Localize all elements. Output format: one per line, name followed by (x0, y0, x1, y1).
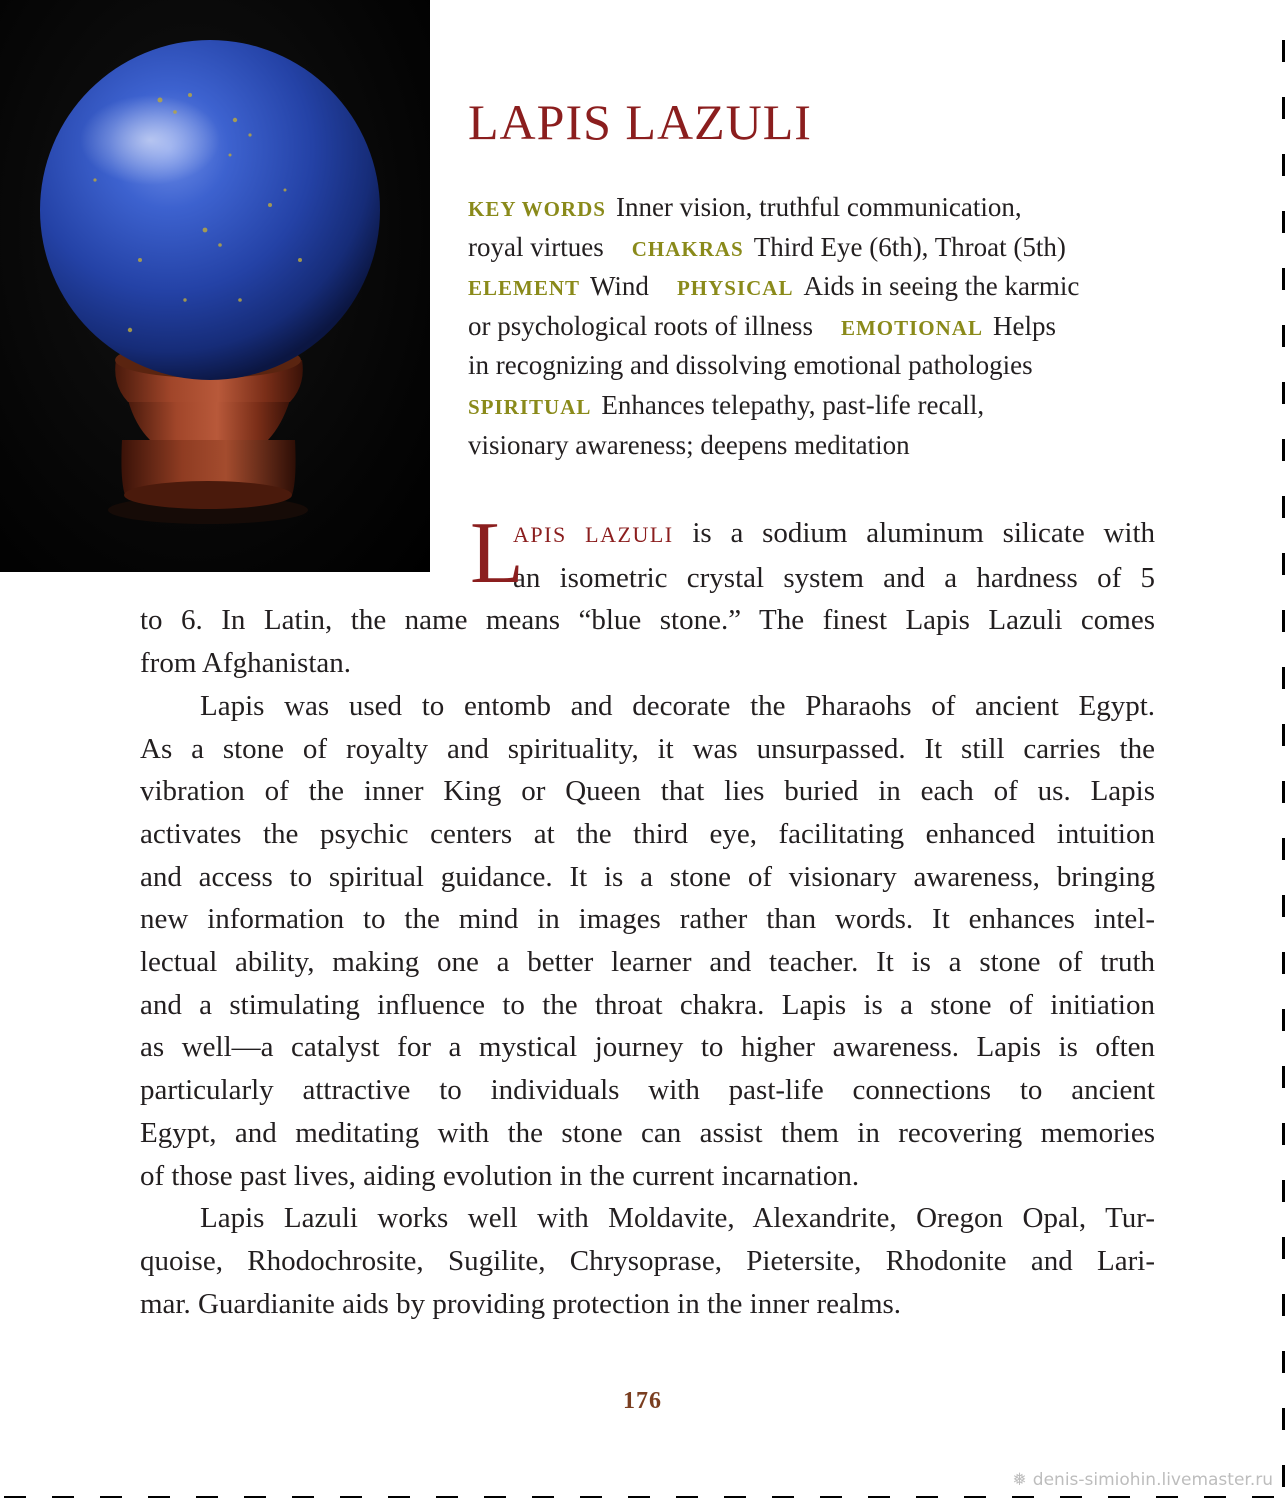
edge-mark (532, 1496, 554, 1498)
edge-mark (1060, 1496, 1082, 1498)
paragraph-2-line: of those past lives, aiding evolution in the current incarnation. (140, 1159, 860, 1192)
intro-smallcaps: APIS LAZULI (513, 522, 674, 547)
emotional-label: EMOTIONAL (840, 315, 983, 340)
edge-mark (484, 1496, 506, 1498)
element-value: Wind (590, 271, 649, 302)
edge-mark (1204, 1496, 1226, 1498)
paragraph-1-line-3: to 6. In Latin, the name means “blue stone.” The finest Lapis Lazuli comes (140, 604, 1155, 637)
physical-label: PHYSICAL (676, 276, 794, 301)
right-edge-marks (1281, 0, 1285, 1500)
paragraph-3-line: mar. Guardianite aids by providing protection in the inner realms. (140, 1287, 902, 1320)
properties-line-1 (468, 188, 1168, 228)
key-words-value-cont: royal virtues (468, 231, 604, 262)
physical-value: Aids in seeing the karmic (803, 271, 1080, 302)
spiritual-value-cont: visionary awareness; deepens meditation (468, 429, 910, 460)
edge-mark (340, 1496, 362, 1498)
bottom-edge-marks (0, 1496, 1285, 1500)
edge-mark (868, 1496, 890, 1498)
page-title: LAPIS LAZULI (468, 94, 812, 150)
edge-mark (388, 1496, 410, 1498)
edge-mark (4, 1496, 26, 1498)
paragraph-3 (140, 1197, 1155, 1325)
spiritual-value: Enhances telepathy, past-life recall, (601, 389, 985, 420)
properties-line-2 (468, 228, 1168, 268)
paragraph-2-line: new information to the mind in images rather than words. It enhances intel- (140, 903, 1155, 936)
properties-line-7 (468, 426, 1168, 466)
edge-mark (628, 1496, 650, 1498)
edge-mark (964, 1496, 986, 1498)
key-words-value: Inner vision, truthful communication, (615, 192, 1022, 222)
emotional-value-cont: in recognizing and dissolving emotional pathologies (468, 350, 1033, 381)
edge-mark (1012, 1496, 1034, 1498)
paragraph-2-line: Egypt, and meditating with the stone can assist them in recovering memories (140, 1116, 1155, 1149)
edge-mark (148, 1496, 170, 1498)
physical-value-cont: or psychological roots of illness (468, 310, 813, 341)
edge-mark (724, 1496, 746, 1498)
paragraph-2-line: vibration of the inner King or Queen that lies buried in each of us. Lapis (140, 775, 1155, 808)
properties-block (468, 188, 1168, 465)
paragraph-1-line-1 (140, 512, 1155, 557)
key-words-label: KEY WORDS (468, 197, 606, 221)
paragraph-2-line: As a stone of royalty and spirituality, it was unsurpassed. It still carries the (140, 732, 1155, 765)
edge-mark (52, 1496, 74, 1498)
paragraph-1-line-4: from Afghanistan. (140, 647, 352, 680)
edge-mark (1108, 1496, 1130, 1498)
edge-mark (292, 1496, 314, 1498)
element-label: ELEMENT (468, 276, 581, 301)
properties-line-5 (468, 346, 1168, 386)
paragraph-1-line-1-text: is a sodium aluminum silicate with (673, 517, 1155, 549)
watermark-text: denis-simiohin.livemaster.ru (1032, 1470, 1273, 1490)
properties-line-6 (468, 386, 1168, 426)
watermark (1013, 1470, 1273, 1490)
edge-mark (196, 1496, 218, 1498)
edge-mark (676, 1496, 698, 1498)
edge-mark (1156, 1496, 1178, 1498)
edge-mark (820, 1496, 842, 1498)
body-text (140, 505, 1155, 1325)
chakras-value: Third Eye (6th), Throat (5th) (753, 231, 1066, 262)
paragraph-3-line: Lapis Lazuli works well with Moldavite, Alexandrite, Oregon Opal, Tur- (200, 1202, 1155, 1235)
page-number: 176 (623, 1388, 662, 1414)
paragraph-2 (140, 685, 1155, 1197)
properties-line-4 (468, 307, 1168, 347)
edge-mark (1252, 1496, 1274, 1498)
chakras-label: CHAKRAS (631, 236, 744, 261)
sphere-illustration (0, 0, 430, 572)
properties-line-3 (468, 267, 1168, 307)
spiritual-label: SPIRITUAL (468, 394, 592, 419)
edge-mark (916, 1496, 938, 1498)
paragraph-2-line: as well—a catalyst for a mystical journey to higher awareness. Lapis is often (140, 1031, 1155, 1064)
paragraph-2-line: Lapis was used to entomb and decorate the Pharaohs of ancient Egypt. (200, 689, 1155, 722)
paragraph-1 (140, 505, 1155, 685)
edge-mark (772, 1496, 794, 1498)
drop-cap: L (470, 505, 524, 602)
paragraph-1-line-2: an isometric crystal system and a hardness of 5 (513, 561, 1155, 594)
edge-mark (244, 1496, 266, 1498)
snowflake-icon: ❅ (1012, 1470, 1027, 1490)
paragraph-2-line: and a stimulating influence to the throat chakra. Lapis is a stone of initiation (140, 988, 1155, 1021)
edge-mark (580, 1496, 602, 1498)
paragraph-2-line: lectual ability, making one a better learner and teacher. It is a stone of truth (140, 946, 1155, 979)
paragraph-2-line: and access to spiritual guidance. It is a stone of visionary awareness, bringing (140, 860, 1155, 893)
edge-mark (100, 1496, 122, 1498)
emotional-value: Helps (992, 310, 1056, 341)
paragraph-3-line: quoise, Rhodochrosite, Sugilite, Chrysoprase, Pietersite, Rhodonite and Lari- (140, 1244, 1155, 1277)
edge-mark (436, 1496, 458, 1498)
paragraph-2-line: activates the psychic centers at the third eye, facilitating enhanced intuition (140, 817, 1155, 850)
lapis-lazuli-sphere-photo (0, 0, 430, 572)
paragraph-2-line: particularly attractive to individuals with past-life connections to ancient (140, 1074, 1155, 1107)
